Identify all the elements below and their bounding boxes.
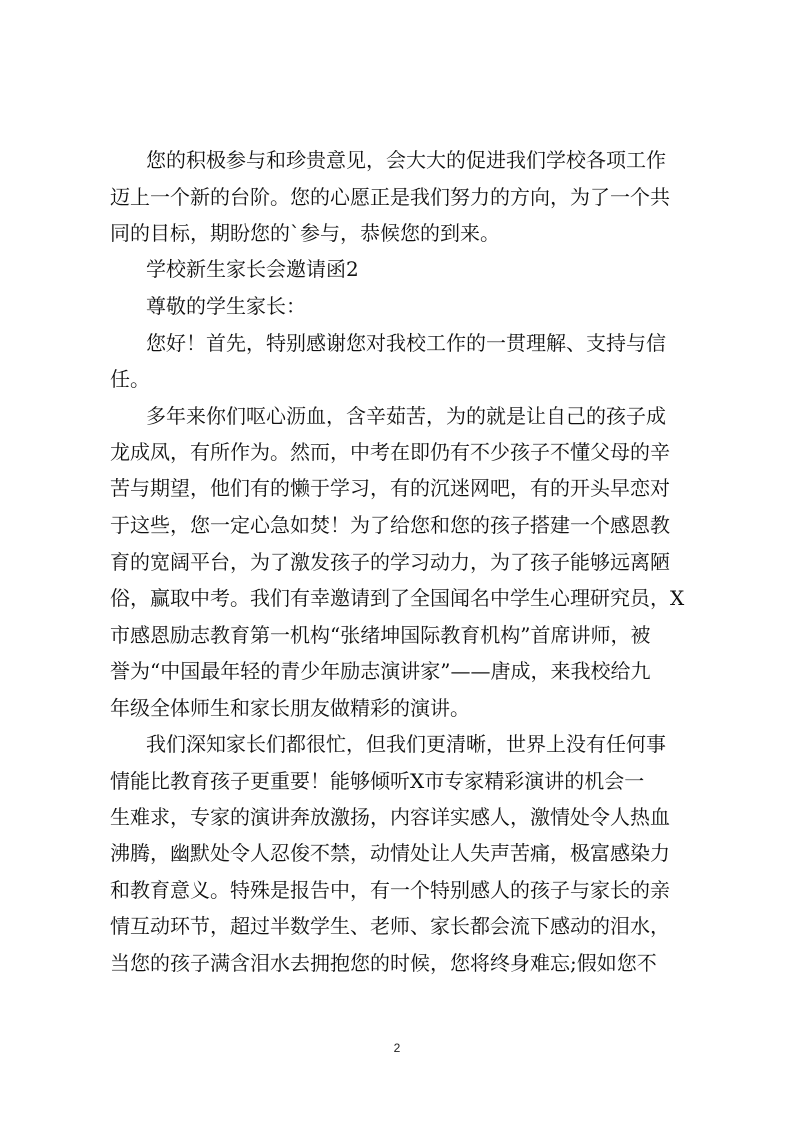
paragraph-line: 任。	[110, 367, 150, 391]
paragraph-line: 苦与期望，他们有的懒于学习，有的沉迷网吧，有的开头早恋对	[110, 476, 670, 500]
paragraph-line: 多年来你们呕心沥血，含辛茹苦，为的就是让自己的孩子成	[146, 404, 666, 428]
paragraph-line: 情互动环节，超过半数学生、老师、家长都会流下感动的泪水，	[110, 914, 670, 938]
paragraph-line: 迈上一个新的台阶。您的心愿正是我们努力的方向，为了一个共	[110, 185, 670, 209]
page-number: 2	[393, 1041, 401, 1055]
paragraph-line: 誉为“中国最年轻的青少年励志演讲家”——唐成，来我校给九	[110, 659, 651, 683]
paragraph-line: 同的目标，期盼您的`参与，恭候您的到来。	[110, 221, 500, 245]
paragraph-line: 我们深知家长们都很忙，但我们更清晰，世界上没有任何事	[146, 732, 666, 756]
paragraph-line: 您好！首先，特别感谢您对我校工作的一贯理解、支持与信	[146, 331, 666, 355]
paragraph-line: 于这些，您一定心急如焚！为了给您和您的孩子搭建一个感恩教	[110, 513, 670, 537]
salutation: 尊敬的学生家长：	[146, 294, 306, 318]
section-heading: 学校新生家长会邀请函2	[146, 257, 359, 281]
paragraph-line: 龙成凤，有所作为。然而，中考在即仍有不少孩子不懂父母的辛	[110, 440, 670, 464]
paragraph-line: 和教育意义。特殊是报告中，有一个特别感人的孩子与家长的亲	[110, 878, 670, 902]
paragraph-line: 沸腾，幽默处令人忍俊不禁，动情处让人失声苦痛，极富感染力	[110, 841, 670, 865]
paragraph-line: 年级全体师生和家长朋友做精彩的演讲。	[110, 696, 470, 720]
paragraph-line: 俗，赢取中考。我们有幸邀请到了全国闻名中学生心理研究员，X	[110, 586, 685, 610]
paragraph-line: 当您的孩子满含泪水去拥抱您的时候，您将终身难忘;假如您不	[110, 951, 657, 975]
paragraph-line: 情能比教育孩子更重要！能够倾听X市专家精彩演讲的机会一	[110, 769, 645, 793]
paragraph-line: 育的宽阔平台，为了激发孩子的学习动力，为了孩子能够远离陋	[110, 550, 670, 574]
paragraph-line: 生难求，专家的演讲奔放激扬，内容详实感人，激情处令人热血	[110, 805, 670, 829]
paragraph-line: 市感恩励志教育第一机构“张绪坤国际教育机构”首席讲师，被	[110, 623, 651, 647]
paragraph-line: 您的积极参与和珍贵意见，会大大的促进我们学校各项工作	[146, 148, 666, 172]
